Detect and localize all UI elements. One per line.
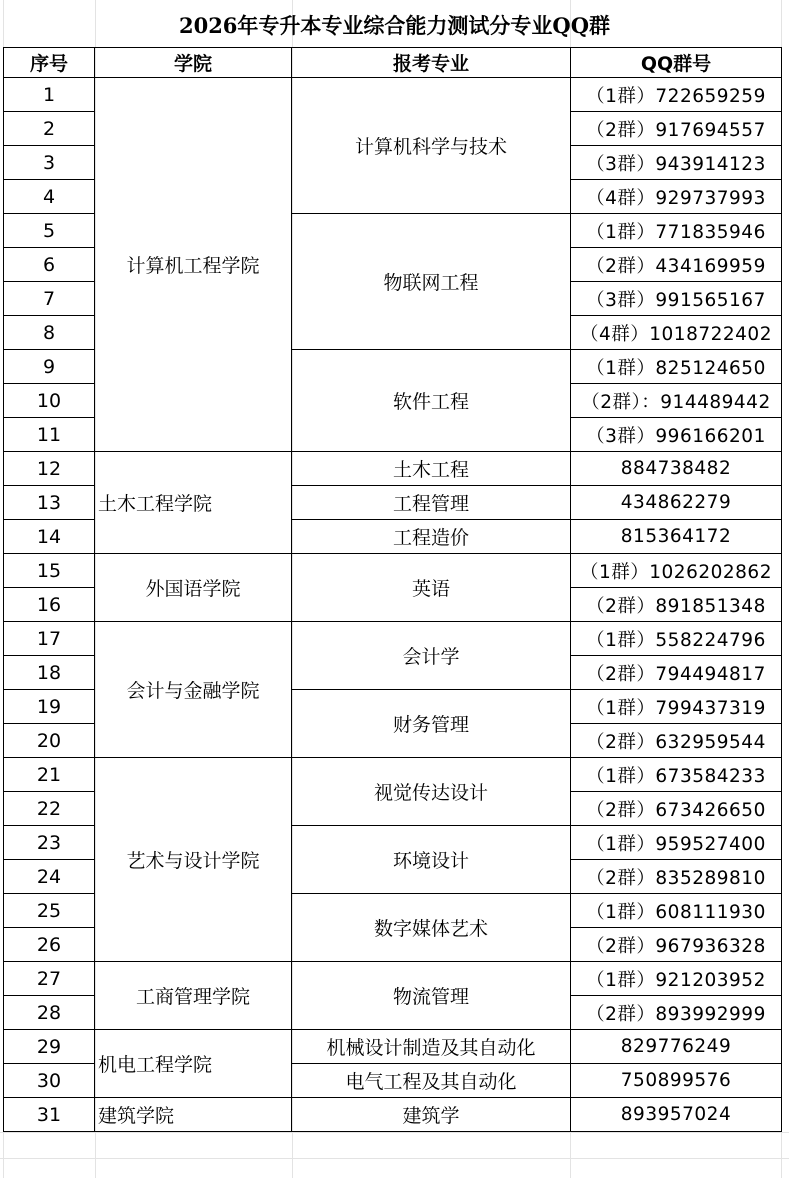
qq-group-cell[interactable]: （1群）825124650	[571, 350, 782, 384]
row-number: 3	[4, 146, 95, 180]
qq-group-cell[interactable]: （2群）891851348	[571, 588, 782, 622]
college-cell: 艺术与设计学院	[95, 758, 292, 962]
row-number: 22	[4, 792, 95, 826]
college-cell: 外国语学院	[95, 554, 292, 622]
row-number: 31	[4, 1098, 95, 1132]
qq-group-cell[interactable]: （1群）673584233	[571, 758, 782, 792]
major-cell: 英语	[292, 554, 571, 622]
qq-group-cell[interactable]: （1群）921203952	[571, 962, 782, 996]
row-number: 17	[4, 622, 95, 656]
table-row[interactable]	[4, 78, 782, 112]
table-row[interactable]	[4, 758, 782, 792]
major-cell: 工程造价	[292, 520, 571, 554]
major-cell: 物联网工程	[292, 214, 571, 350]
qq-group-cell[interactable]: （4群）929737993	[571, 180, 782, 214]
major-cell: 建筑学	[292, 1098, 571, 1132]
row-number: 9	[4, 350, 95, 384]
gridline-horizontal	[0, 1158, 789, 1159]
table-row[interactable]	[4, 452, 782, 486]
header-major: 报考专业	[292, 48, 571, 78]
major-cell: 物流管理	[292, 962, 571, 1030]
row-number: 14	[4, 520, 95, 554]
major-cell: 计算机科学与技术	[292, 78, 571, 214]
row-number: 5	[4, 214, 95, 248]
major-cell: 财务管理	[292, 690, 571, 758]
row-number: 25	[4, 894, 95, 928]
major-cell: 视觉传达设计	[292, 758, 571, 826]
college-cell: 会计与金融学院	[95, 622, 292, 758]
gridline-horizontal	[0, 1132, 789, 1133]
qq-group-cell[interactable]: （1群）799437319	[571, 690, 782, 724]
qq-group-cell[interactable]: 434862279	[571, 486, 782, 520]
row-number: 15	[4, 554, 95, 588]
row-number: 27	[4, 962, 95, 996]
college-cell: 工商管理学院	[95, 962, 292, 1030]
row-number: 8	[4, 316, 95, 350]
header-college: 学院	[95, 48, 292, 78]
qq-group-cell[interactable]: （3群）996166201	[571, 418, 782, 452]
qq-group-cell[interactable]: 884738482	[571, 452, 782, 486]
qq-group-cell[interactable]: （2群）794494817	[571, 656, 782, 690]
college-cell: 建筑学院	[95, 1098, 292, 1132]
qq-group-cell[interactable]: 750899576	[571, 1064, 782, 1098]
table-row[interactable]	[4, 554, 782, 588]
major-cell: 会计学	[292, 622, 571, 690]
row-number: 30	[4, 1064, 95, 1098]
row-number: 16	[4, 588, 95, 622]
row-number: 28	[4, 996, 95, 1030]
qq-group-cell[interactable]: （2群）967936328	[571, 928, 782, 962]
header-row	[4, 48, 782, 78]
qq-group-cell[interactable]: 829776249	[571, 1030, 782, 1064]
qq-group-cell[interactable]: （1群）1026202862	[571, 554, 782, 588]
qq-group-cell[interactable]: （2群）917694557	[571, 112, 782, 146]
college-cell: 计算机工程学院	[95, 78, 292, 452]
qq-group-cell[interactable]: 893957024	[571, 1098, 782, 1132]
qq-group-cell[interactable]: （1群）722659259	[571, 78, 782, 112]
row-number: 21	[4, 758, 95, 792]
major-cell: 数字媒体艺术	[292, 894, 571, 962]
row-number: 4	[4, 180, 95, 214]
row-number: 13	[4, 486, 95, 520]
qq-group-cell[interactable]: （2群）835289810	[571, 860, 782, 894]
major-cell: 土木工程	[292, 452, 571, 486]
table-row[interactable]	[4, 962, 782, 996]
qq-group-table	[3, 47, 782, 1132]
qq-group-cell[interactable]: （1群）558224796	[571, 622, 782, 656]
qq-group-cell[interactable]: （2群）673426650	[571, 792, 782, 826]
qq-group-cell[interactable]: （1群）608111930	[571, 894, 782, 928]
college-cell: 土木工程学院	[95, 452, 292, 554]
row-number: 11	[4, 418, 95, 452]
row-number: 18	[4, 656, 95, 690]
qq-group-cell[interactable]: （2群）632959544	[571, 724, 782, 758]
header-qq: QQ群号	[571, 48, 782, 78]
row-number: 19	[4, 690, 95, 724]
row-number: 2	[4, 112, 95, 146]
qq-group-cell[interactable]: （4群）1018722402	[571, 316, 782, 350]
major-cell: 工程管理	[292, 486, 571, 520]
row-number: 1	[4, 78, 95, 112]
row-number: 29	[4, 1030, 95, 1064]
major-cell: 软件工程	[292, 350, 571, 452]
row-number: 20	[4, 724, 95, 758]
table-row[interactable]	[4, 1098, 782, 1132]
qq-group-cell[interactable]: （1群）959527400	[571, 826, 782, 860]
qq-group-cell[interactable]: 815364172	[571, 520, 782, 554]
table-row[interactable]	[4, 622, 782, 656]
qq-group-cell[interactable]: （3群）991565167	[571, 282, 782, 316]
major-cell: 环境设计	[292, 826, 571, 894]
row-number: 7	[4, 282, 95, 316]
major-cell: 机械设计制造及其自动化	[292, 1030, 571, 1064]
qq-group-cell[interactable]: （3群）943914123	[571, 146, 782, 180]
row-number: 23	[4, 826, 95, 860]
header-no: 序号	[4, 48, 95, 78]
qq-group-cell[interactable]: （2群）893992999	[571, 996, 782, 1030]
sheet-title: 2026年专升本专业综合能力测试分专业QQ群	[178, 13, 611, 38]
table-row[interactable]	[4, 1030, 782, 1064]
row-number: 24	[4, 860, 95, 894]
row-number: 12	[4, 452, 95, 486]
qq-group-cell[interactable]: （2群）434169959	[571, 248, 782, 282]
qq-group-cell[interactable]: （2群）：914489442	[571, 384, 782, 418]
row-number: 10	[4, 384, 95, 418]
college-cell: 机电工程学院	[95, 1030, 292, 1098]
row-number: 6	[4, 248, 95, 282]
major-cell: 电气工程及其自动化	[292, 1064, 571, 1098]
row-number: 26	[4, 928, 95, 962]
qq-group-cell[interactable]: （1群）771835946	[571, 214, 782, 248]
